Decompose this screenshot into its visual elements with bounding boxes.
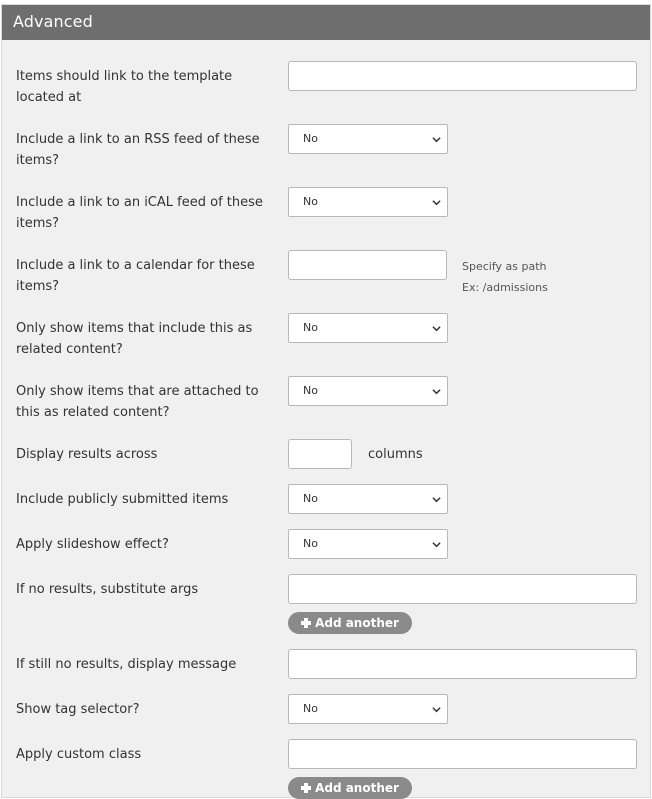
plus-icon xyxy=(301,618,311,628)
tag-selector-select[interactable] xyxy=(288,694,448,724)
add-another-label: Add another xyxy=(315,616,399,630)
attached-related-select-value: No xyxy=(303,384,318,397)
add-another-custom-class-button[interactable] xyxy=(288,777,412,799)
attached-related-label: Only show items that are attached to this as related content? xyxy=(16,384,259,420)
custom-class-input[interactable] xyxy=(288,739,637,769)
chevron-down-icon xyxy=(432,324,441,333)
public-label: Include publicly submitted items xyxy=(16,492,229,507)
template-input[interactable] xyxy=(288,61,637,91)
plus-icon xyxy=(301,783,311,793)
slideshow-select[interactable] xyxy=(288,529,448,559)
include-related-label: Only show items that include this as related content? xyxy=(16,321,253,357)
rss-label: Include a link to an RSS feed of these items? xyxy=(16,132,260,168)
template-label: Items should link to the template located at xyxy=(16,69,233,105)
ical-label: Include a link to an iCAL feed of these items? xyxy=(16,195,263,231)
chevron-down-icon xyxy=(432,705,441,714)
slideshow-label: Apply slideshow effect? xyxy=(16,537,169,552)
public-select[interactable] xyxy=(288,484,448,514)
chevron-down-icon xyxy=(432,198,441,207)
calendar-hint-line2: Ex: /admissions xyxy=(462,281,548,294)
chevron-down-icon xyxy=(432,495,441,504)
columns-suffix: columns xyxy=(368,447,423,462)
tag-selector-select-value: No xyxy=(303,702,318,715)
message-label: If still no results, display message xyxy=(16,657,237,672)
substitute-input[interactable] xyxy=(288,574,637,604)
chevron-down-icon xyxy=(432,387,441,396)
message-input[interactable] xyxy=(288,649,637,679)
calendar-input[interactable] xyxy=(288,250,447,280)
rss-select[interactable] xyxy=(288,124,448,154)
ical-select-value: No xyxy=(303,195,318,208)
include-related-select[interactable] xyxy=(288,313,448,343)
panel-header: Advanced xyxy=(2,5,650,40)
rss-select-value: No xyxy=(303,132,318,145)
slideshow-select-value: No xyxy=(303,537,318,550)
ical-select[interactable] xyxy=(288,187,448,217)
calendar-label: Include a link to a calendar for these items? xyxy=(16,258,255,294)
chevron-down-icon xyxy=(432,540,441,549)
add-another-substitute-button[interactable] xyxy=(288,612,412,634)
public-select-value: No xyxy=(303,492,318,505)
custom-class-label: Apply custom class xyxy=(16,747,142,762)
calendar-hint-line1: Specify as path xyxy=(462,260,547,273)
columns-input[interactable] xyxy=(288,439,352,469)
tag-selector-label: Show tag selector? xyxy=(16,702,140,717)
include-related-select-value: No xyxy=(303,321,318,334)
columns-label: Display results across xyxy=(16,447,158,462)
attached-related-select[interactable] xyxy=(288,376,448,406)
add-another-label: Add another xyxy=(315,781,399,795)
chevron-down-icon xyxy=(432,135,441,144)
substitute-label: If no results, substitute args xyxy=(16,582,199,597)
